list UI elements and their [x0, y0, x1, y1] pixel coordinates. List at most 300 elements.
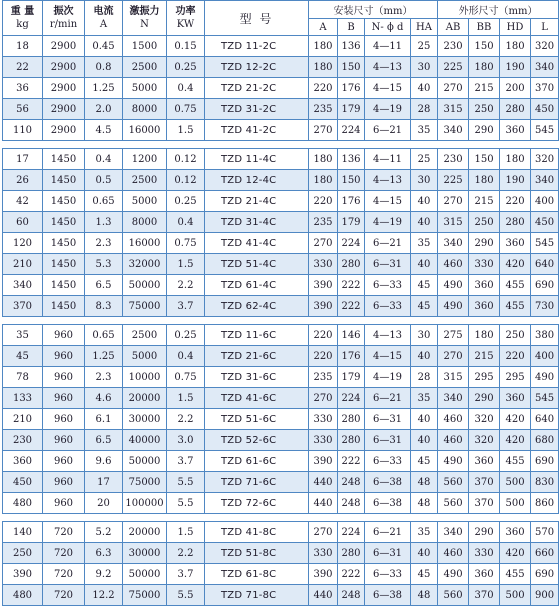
cell-current: 0.65 [85, 191, 123, 212]
table-row [3, 296, 559, 317]
cell-force: 75000 [123, 296, 167, 317]
cell-install-nd: 6—38 [365, 472, 411, 493]
cell-install-nd: 6—21 [365, 233, 411, 254]
cell-current: 0.45 [85, 36, 123, 57]
cell-speed: 960 [43, 346, 85, 367]
cell-outline-hd: 190 [500, 170, 531, 191]
cell-speed: 720 [43, 564, 85, 585]
cell-outline-hd: 420 [500, 254, 531, 275]
cell-power: 0.75 [167, 233, 205, 254]
cell-model: TZD 52-6C [205, 430, 309, 451]
cell-outline-ab: 490 [438, 564, 469, 585]
cell-power: 0.75 [167, 367, 205, 388]
cell-model: TZD 41-6C [205, 388, 309, 409]
cell-install-b: 136 [338, 149, 365, 170]
cell-install-nd: 6—31 [365, 430, 411, 451]
cell-power: 0.4 [167, 212, 205, 233]
cell-outline-l: 370 [531, 78, 559, 99]
cell-current: 2.3 [85, 367, 123, 388]
table-row [3, 564, 559, 585]
cell-install-a: 180 [309, 170, 338, 191]
cell-install-nd: 6—31 [365, 543, 411, 564]
cell-model: TZD 71-6C [205, 472, 309, 493]
cell-outline-l: 400 [531, 346, 559, 367]
cell-outline-ab: 270 [438, 346, 469, 367]
cell-outline-bb: 150 [469, 149, 500, 170]
cell-outline-bb: 330 [469, 254, 500, 275]
header-install-nd: N- ϕ d [365, 19, 411, 36]
cell-install-nd: 4—19 [365, 212, 411, 233]
cell-install-b: 176 [338, 191, 365, 212]
spec-table [2, 0, 559, 606]
cell-current: 1.25 [85, 78, 123, 99]
cell-outline-ab: 490 [438, 296, 469, 317]
cell-install-b: 179 [338, 99, 365, 120]
cell-outline-ab: 275 [438, 325, 469, 346]
cell-install-b: 150 [338, 57, 365, 78]
cell-weight: 133 [3, 388, 43, 409]
header-install-b: B [338, 19, 365, 36]
cell-install-b: 222 [338, 275, 365, 296]
cell-power: 3.7 [167, 451, 205, 472]
table-body [3, 36, 559, 606]
cell-weight: 60 [3, 212, 43, 233]
table-row [3, 99, 559, 120]
cell-install-ha: 45 [411, 451, 438, 472]
table-row [3, 78, 559, 99]
cell-force: 40000 [123, 430, 167, 451]
cell-install-nd: 6—31 [365, 254, 411, 275]
cell-force: 1200 [123, 149, 167, 170]
cell-outline-hd: 455 [500, 451, 531, 472]
cell-weight: 480 [3, 585, 43, 606]
cell-install-nd: 6—33 [365, 296, 411, 317]
cell-weight: 450 [3, 472, 43, 493]
cell-current: 9.2 [85, 564, 123, 585]
cell-outline-l: 320 [531, 36, 559, 57]
cell-speed: 960 [43, 451, 85, 472]
cell-speed: 720 [43, 543, 85, 564]
header-model: 型 号 [205, 1, 309, 36]
cell-model: TZD 61-4C [205, 275, 309, 296]
cell-model: TZD 72-6C [205, 493, 309, 514]
cell-power: 3.7 [167, 564, 205, 585]
cell-install-a: 220 [309, 191, 338, 212]
cell-install-a: 235 [309, 99, 338, 120]
cell-weight: 78 [3, 367, 43, 388]
cell-outline-l: 640 [531, 409, 559, 430]
cell-install-b: 280 [338, 543, 365, 564]
cell-speed: 1450 [43, 275, 85, 296]
cell-weight: 210 [3, 409, 43, 430]
header-install-ha: HA [411, 19, 438, 36]
cell-install-b: 222 [338, 564, 365, 585]
cell-current: 4.5 [85, 120, 123, 141]
cell-speed: 960 [43, 388, 85, 409]
cell-current: 12.2 [85, 585, 123, 606]
cell-outline-hd: 455 [500, 564, 531, 585]
cell-outline-ab: 460 [438, 543, 469, 564]
cell-install-b: 146 [338, 325, 365, 346]
cell-force: 50000 [123, 275, 167, 296]
cell-install-ha: 25 [411, 149, 438, 170]
group-separator [3, 317, 559, 325]
cell-install-nd: 4—11 [365, 149, 411, 170]
cell-outline-l: 450 [531, 99, 559, 120]
cell-model: TZD 41-2C [205, 120, 309, 141]
cell-install-ha: 45 [411, 275, 438, 296]
cell-outline-bb: 330 [469, 543, 500, 564]
cell-weight: 17 [3, 149, 43, 170]
cell-outline-bb: 180 [469, 325, 500, 346]
header-weight: 重 量 kg [3, 1, 43, 36]
cell-install-a: 220 [309, 346, 338, 367]
cell-install-a: 180 [309, 57, 338, 78]
cell-speed: 960 [43, 409, 85, 430]
cell-speed: 1450 [43, 149, 85, 170]
table-row [3, 451, 559, 472]
cell-install-nd: 4—19 [365, 367, 411, 388]
cell-force: 75000 [123, 472, 167, 493]
cell-install-b: 280 [338, 409, 365, 430]
cell-install-a: 440 [309, 472, 338, 493]
cell-force: 50000 [123, 451, 167, 472]
header-outline-ab: AB [438, 19, 469, 36]
table-row [3, 543, 559, 564]
cell-power: 0.15 [167, 36, 205, 57]
cell-outline-ab: 490 [438, 451, 469, 472]
cell-current: 0.4 [85, 149, 123, 170]
table-row [3, 472, 559, 493]
cell-install-a: 390 [309, 296, 338, 317]
cell-speed: 2900 [43, 57, 85, 78]
cell-outline-hd: 180 [500, 149, 531, 170]
table-row [3, 409, 559, 430]
cell-outline-bb: 360 [469, 296, 500, 317]
spec-sheet [2, 0, 558, 606]
cell-force: 2500 [123, 170, 167, 191]
cell-speed: 720 [43, 585, 85, 606]
cell-install-nd: 6—21 [365, 388, 411, 409]
cell-speed: 960 [43, 430, 85, 451]
cell-install-ha: 40 [411, 254, 438, 275]
cell-install-a: 330 [309, 409, 338, 430]
cell-speed: 1450 [43, 233, 85, 254]
cell-speed: 1450 [43, 296, 85, 317]
cell-model: TZD 31-2C [205, 99, 309, 120]
cell-outline-hd: 420 [500, 543, 531, 564]
cell-current: 0.8 [85, 57, 123, 78]
cell-install-ha: 40 [411, 409, 438, 430]
cell-outline-ab: 560 [438, 493, 469, 514]
cell-install-ha: 25 [411, 36, 438, 57]
cell-force: 50000 [123, 564, 167, 585]
cell-install-ha: 48 [411, 585, 438, 606]
cell-power: 1.5 [167, 254, 205, 275]
cell-outline-hd: 500 [500, 585, 531, 606]
cell-force: 20000 [123, 522, 167, 543]
cell-outline-bb: 370 [469, 472, 500, 493]
cell-outline-ab: 490 [438, 275, 469, 296]
cell-weight: 42 [3, 191, 43, 212]
cell-outline-l: 680 [531, 430, 559, 451]
cell-outline-ab: 460 [438, 430, 469, 451]
cell-install-a: 180 [309, 36, 338, 57]
cell-install-a: 390 [309, 564, 338, 585]
table-row [3, 57, 559, 78]
cell-install-b: 136 [338, 36, 365, 57]
cell-weight: 210 [3, 254, 43, 275]
header-force: 激振力 N [123, 1, 167, 36]
cell-current: 0.65 [85, 325, 123, 346]
table-row [3, 233, 559, 254]
cell-current: 6.5 [85, 275, 123, 296]
cell-outline-bb: 215 [469, 78, 500, 99]
cell-outline-hd: 455 [500, 275, 531, 296]
cell-outline-l: 545 [531, 120, 559, 141]
cell-install-nd: 6—21 [365, 120, 411, 141]
cell-install-nd: 4—15 [365, 346, 411, 367]
cell-power: 0.4 [167, 78, 205, 99]
cell-install-nd: 6—31 [365, 409, 411, 430]
cell-model: TZD 41-8C [205, 522, 309, 543]
cell-speed: 1450 [43, 170, 85, 191]
cell-install-ha: 35 [411, 120, 438, 141]
cell-weight: 22 [3, 57, 43, 78]
cell-install-ha: 48 [411, 493, 438, 514]
table-row [3, 585, 559, 606]
cell-outline-bb: 250 [469, 212, 500, 233]
table-row [3, 36, 559, 57]
cell-power: 2.2 [167, 275, 205, 296]
cell-outline-ab: 315 [438, 212, 469, 233]
cell-force: 2500 [123, 325, 167, 346]
cell-model: TZD 41-4C [205, 233, 309, 254]
cell-outline-bb: 290 [469, 233, 500, 254]
cell-weight: 56 [3, 99, 43, 120]
header-current: 电流 A [85, 1, 123, 36]
table-row [3, 430, 559, 451]
cell-force: 5000 [123, 346, 167, 367]
cell-install-nd: 4—13 [365, 170, 411, 191]
cell-install-a: 390 [309, 275, 338, 296]
table-row [3, 388, 559, 409]
cell-outline-hd: 360 [500, 388, 531, 409]
cell-weight: 110 [3, 120, 43, 141]
group-separator [3, 141, 559, 149]
cell-current: 6.1 [85, 409, 123, 430]
cell-install-ha: 35 [411, 388, 438, 409]
cell-current: 5.2 [85, 522, 123, 543]
cell-install-a: 390 [309, 451, 338, 472]
cell-install-ha: 30 [411, 325, 438, 346]
cell-power: 5.5 [167, 493, 205, 514]
cell-power: 0.25 [167, 325, 205, 346]
header-outline-bb: BB [469, 19, 500, 36]
table-row [3, 149, 559, 170]
cell-model: TZD 31-6C [205, 367, 309, 388]
cell-install-b: 224 [338, 388, 365, 409]
cell-weight: 390 [3, 564, 43, 585]
cell-outline-bb: 150 [469, 36, 500, 57]
cell-current: 20 [85, 493, 123, 514]
cell-model: TZD 31-4C [205, 212, 309, 233]
cell-weight: 18 [3, 36, 43, 57]
table-row [3, 191, 559, 212]
cell-install-ha: 40 [411, 543, 438, 564]
cell-model: TZD 71-8C [205, 585, 309, 606]
cell-model: TZD 12-2C [205, 57, 309, 78]
header-outline-hd: HD [500, 19, 531, 36]
cell-power: 2.2 [167, 409, 205, 430]
cell-outline-hd: 250 [500, 325, 531, 346]
cell-outline-l: 690 [531, 275, 559, 296]
cell-install-a: 235 [309, 212, 338, 233]
cell-outline-l: 490 [531, 367, 559, 388]
header-outline-group: 外形尺寸（mm） [438, 1, 559, 19]
cell-install-b: 179 [338, 212, 365, 233]
header-install-group: 安装尺寸（mm） [309, 1, 438, 19]
cell-outline-bb: 360 [469, 275, 500, 296]
cell-current: 2.3 [85, 233, 123, 254]
cell-install-b: 222 [338, 296, 365, 317]
cell-force: 2500 [123, 57, 167, 78]
cell-weight: 360 [3, 451, 43, 472]
cell-install-a: 220 [309, 78, 338, 99]
cell-outline-ab: 340 [438, 522, 469, 543]
cell-install-a: 330 [309, 430, 338, 451]
cell-model: TZD 11-4C [205, 149, 309, 170]
cell-model: TZD 11-6C [205, 325, 309, 346]
cell-weight: 250 [3, 543, 43, 564]
cell-model: TZD 21-2C [205, 78, 309, 99]
cell-outline-hd: 220 [500, 346, 531, 367]
cell-install-b: 176 [338, 346, 365, 367]
cell-model: TZD 61-6C [205, 451, 309, 472]
cell-outline-l: 860 [531, 493, 559, 514]
cell-current: 2.0 [85, 99, 123, 120]
cell-current: 1.25 [85, 346, 123, 367]
cell-model: TZD 61-8C [205, 564, 309, 585]
cell-speed: 960 [43, 472, 85, 493]
cell-model: TZD 21-6C [205, 346, 309, 367]
cell-install-b: 280 [338, 430, 365, 451]
cell-model: TZD 11-2C [205, 36, 309, 57]
header-outline-l: L [531, 19, 559, 36]
cell-install-b: 224 [338, 233, 365, 254]
cell-weight: 35 [3, 325, 43, 346]
cell-power: 3.0 [167, 430, 205, 451]
cell-outline-l: 450 [531, 212, 559, 233]
cell-outline-hd: 295 [500, 367, 531, 388]
cell-force: 1500 [123, 36, 167, 57]
cell-install-nd: 6—33 [365, 451, 411, 472]
cell-current: 5.3 [85, 254, 123, 275]
cell-outline-ab: 270 [438, 78, 469, 99]
cell-outline-l: 830 [531, 472, 559, 493]
cell-outline-bb: 250 [469, 99, 500, 120]
cell-current: 6.3 [85, 543, 123, 564]
cell-install-a: 270 [309, 120, 338, 141]
header-power: 功率 KW [167, 1, 205, 36]
cell-outline-hd: 500 [500, 472, 531, 493]
cell-install-b: 224 [338, 120, 365, 141]
cell-outline-ab: 315 [438, 367, 469, 388]
cell-outline-l: 640 [531, 254, 559, 275]
table-row [3, 367, 559, 388]
cell-outline-l: 380 [531, 325, 559, 346]
cell-install-b: 179 [338, 367, 365, 388]
cell-install-nd: 6—38 [365, 585, 411, 606]
table-row [3, 522, 559, 543]
cell-install-b: 176 [338, 78, 365, 99]
cell-weight: 45 [3, 346, 43, 367]
cell-install-ha: 45 [411, 296, 438, 317]
cell-install-nd: 6—33 [365, 564, 411, 585]
cell-weight: 140 [3, 522, 43, 543]
cell-current: 9.6 [85, 451, 123, 472]
cell-outline-hd: 360 [500, 120, 531, 141]
cell-outline-l: 900 [531, 585, 559, 606]
cell-install-ha: 35 [411, 522, 438, 543]
cell-install-b: 280 [338, 254, 365, 275]
cell-outline-ab: 460 [438, 409, 469, 430]
cell-install-ha: 40 [411, 212, 438, 233]
cell-install-nd: 4—11 [365, 36, 411, 57]
cell-force: 5000 [123, 78, 167, 99]
cell-outline-bb: 370 [469, 493, 500, 514]
cell-install-nd: 4—13 [365, 57, 411, 78]
cell-outline-ab: 560 [438, 585, 469, 606]
table-row [3, 120, 559, 141]
cell-current: 8.3 [85, 296, 123, 317]
cell-install-ha: 30 [411, 170, 438, 191]
cell-install-ha: 35 [411, 233, 438, 254]
cell-power: 0.12 [167, 170, 205, 191]
cell-outline-hd: 420 [500, 409, 531, 430]
cell-outline-hd: 280 [500, 212, 531, 233]
table-row [3, 325, 559, 346]
cell-outline-ab: 340 [438, 388, 469, 409]
header-speed: 振次 r/min [43, 1, 85, 36]
cell-outline-bb: 290 [469, 388, 500, 409]
header-install-a: A [309, 19, 338, 36]
cell-outline-hd: 280 [500, 99, 531, 120]
cell-install-ha: 40 [411, 430, 438, 451]
cell-weight: 26 [3, 170, 43, 191]
cell-speed: 960 [43, 325, 85, 346]
cell-model: TZD 62-4C [205, 296, 309, 317]
cell-force: 8000 [123, 212, 167, 233]
cell-force: 75000 [123, 585, 167, 606]
cell-install-nd: 4—19 [365, 99, 411, 120]
cell-outline-ab: 315 [438, 99, 469, 120]
cell-install-a: 330 [309, 254, 338, 275]
cell-current: 17 [85, 472, 123, 493]
cell-install-ha: 30 [411, 57, 438, 78]
cell-force: 10000 [123, 367, 167, 388]
cell-model: TZD 51-8C [205, 543, 309, 564]
cell-outline-l: 690 [531, 451, 559, 472]
cell-install-nd: 6—21 [365, 522, 411, 543]
cell-outline-l: 690 [531, 564, 559, 585]
cell-outline-hd: 500 [500, 493, 531, 514]
cell-force: 5000 [123, 191, 167, 212]
cell-outline-hd: 190 [500, 57, 531, 78]
cell-outline-bb: 370 [469, 585, 500, 606]
cell-outline-bb: 290 [469, 522, 500, 543]
table-row [3, 275, 559, 296]
